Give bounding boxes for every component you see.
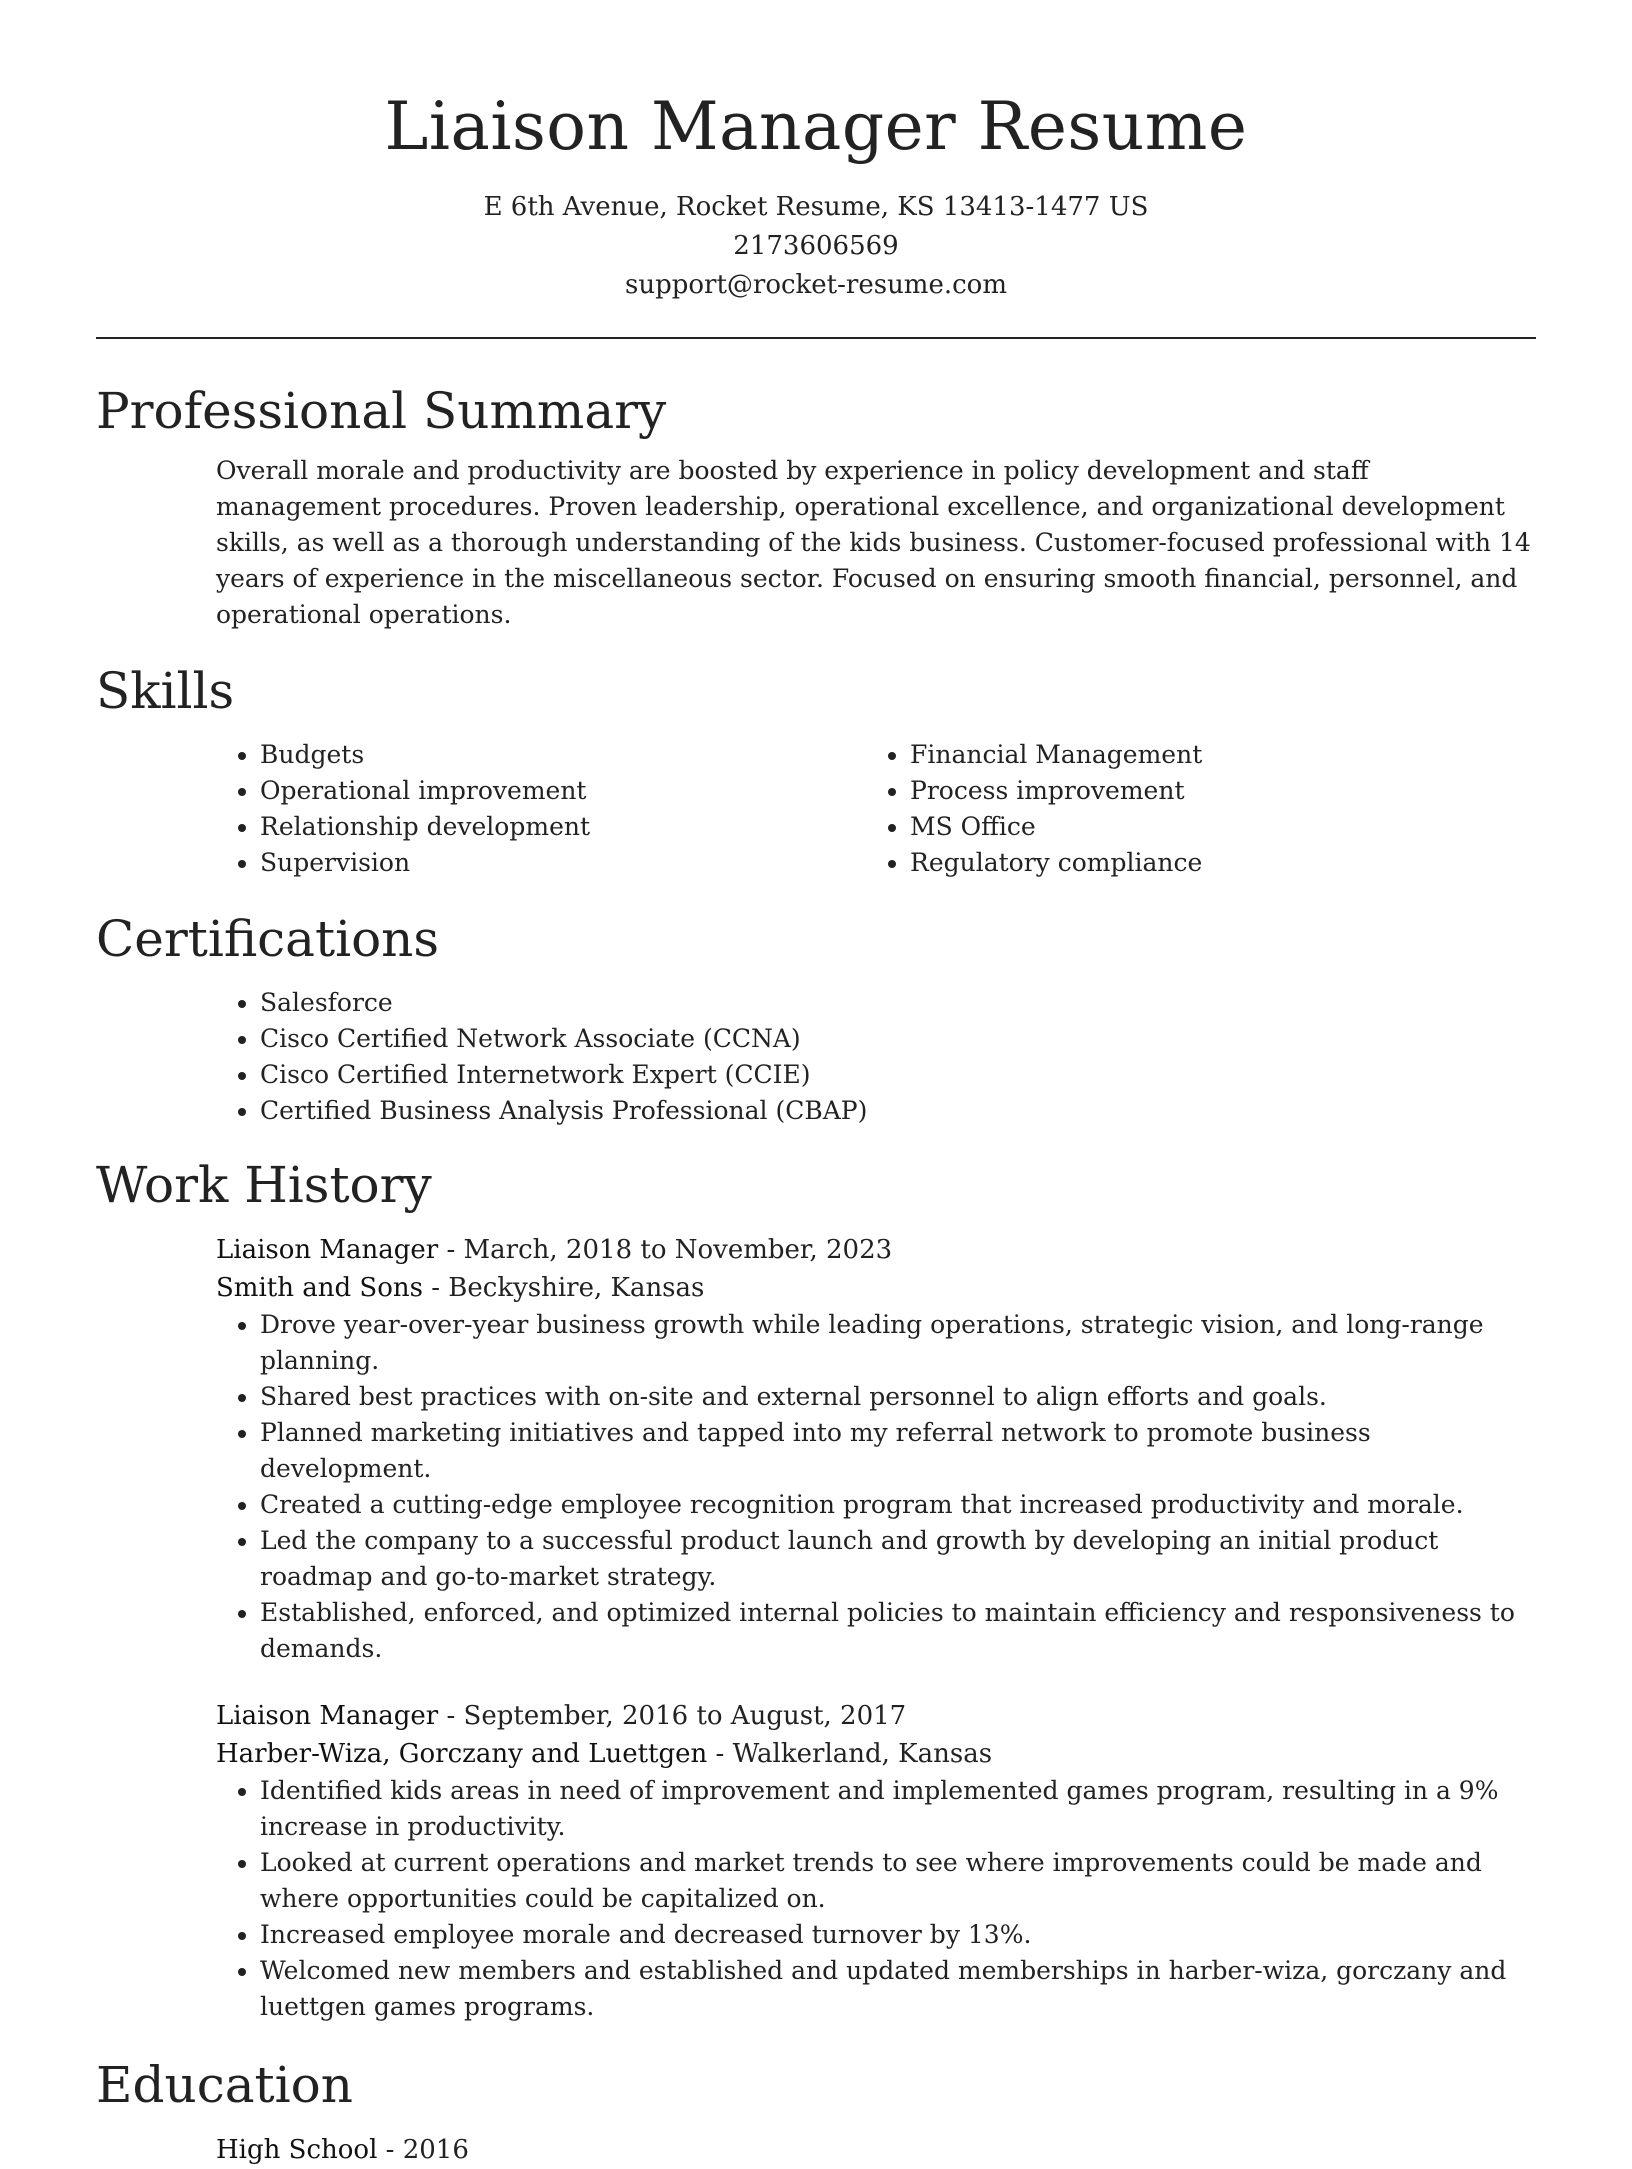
resume-page bbox=[96, 0, 1536, 2169]
resume-header bbox=[96, 0, 1536, 305]
skill-item: • Budgets bbox=[260, 737, 866, 773]
job-bullet: • Increased employee morale and decreased turnover by 13%. bbox=[260, 1917, 1536, 1953]
job-title-line bbox=[216, 1231, 1536, 1269]
email: support@rocket-resume.com bbox=[624, 270, 1007, 300]
section-heading: Professional Summary bbox=[96, 382, 667, 440]
section-heading: Education bbox=[96, 2056, 353, 2114]
education-year: - 2016 bbox=[377, 2135, 469, 2165]
job-title-line bbox=[216, 1697, 1536, 1735]
section-work-history bbox=[96, 1153, 1536, 2025]
job-bullets bbox=[216, 1307, 1536, 1667]
skills-grid bbox=[216, 737, 1536, 881]
section-education bbox=[96, 2053, 1536, 2169]
skills-column-left bbox=[216, 737, 866, 881]
section-heading: Skills bbox=[96, 662, 235, 720]
job-entry bbox=[216, 1231, 1536, 1667]
education-line bbox=[216, 2131, 1536, 2169]
resume-title: Liaison Manager Resume bbox=[384, 88, 1248, 165]
certifications-list bbox=[216, 985, 1536, 1129]
section-heading: Certifications bbox=[96, 910, 440, 968]
skill-item: • MS Office bbox=[910, 809, 1516, 845]
job-bullet: • Planned marketing initiatives and tapped into my referral network to promote business development. bbox=[260, 1415, 1536, 1487]
contact-block bbox=[96, 188, 1536, 305]
education-degree: High School bbox=[216, 2135, 378, 2165]
certification-item: • Cisco Certified Network Associate (CCNA) bbox=[260, 1021, 1536, 1057]
education-entry bbox=[216, 2131, 1536, 2169]
job-bullet: • Identified kids areas in need of improvement and implemented games program, resulting in a 9% increase in productivity. bbox=[260, 1773, 1536, 1845]
certification-item: • Salesforce bbox=[260, 985, 1536, 1021]
job-bullet: • Looked at current operations and market trends to see where improvements could be made and where opportunities could be capitalized on. bbox=[260, 1845, 1536, 1917]
section-skills bbox=[96, 659, 1536, 881]
skill-item: • Operational improvement bbox=[260, 773, 866, 809]
certification-item: • Cisco Certified Internetwork Expert (CCIE) bbox=[260, 1057, 1536, 1093]
section-heading: Work History bbox=[96, 1156, 432, 1214]
job-bullets bbox=[216, 1773, 1536, 2025]
job-role: Liaison Manager bbox=[216, 1235, 439, 1265]
skill-item: • Regulatory compliance bbox=[910, 845, 1516, 881]
job-dates: - September, 2016 to August, 2017 bbox=[438, 1701, 907, 1731]
job-company-line bbox=[216, 1269, 1536, 1307]
address: E 6th Avenue, Rocket Resume, KS 13413-1477 US bbox=[483, 192, 1149, 222]
job-role: Liaison Manager bbox=[216, 1701, 439, 1731]
phone: 2173606569 bbox=[733, 231, 899, 261]
job-location: - Beckyshire, Kansas bbox=[422, 1273, 705, 1303]
job-bullet: • Established, enforced, and optimized internal policies to maintain efficiency and responsiveness to demands. bbox=[260, 1595, 1536, 1667]
job-company-line bbox=[216, 1735, 1536, 1773]
section-certifications bbox=[96, 907, 1536, 1129]
header-divider bbox=[96, 337, 1536, 339]
skill-item: • Supervision bbox=[260, 845, 866, 881]
job-bullet: • Welcomed new members and established and updated memberships in harber-wiza, gorczany and luettgen games programs. bbox=[260, 1953, 1536, 2025]
skill-item: • Financial Management bbox=[910, 737, 1516, 773]
skill-item: • Relationship development bbox=[260, 809, 866, 845]
section-professional-summary bbox=[96, 379, 1536, 633]
job-bullet: • Created a cutting-edge employee recognition program that increased productivity and morale. bbox=[260, 1487, 1536, 1523]
skill-item: • Process improvement bbox=[910, 773, 1516, 809]
job-dates: - March, 2018 to November, 2023 bbox=[438, 1235, 893, 1265]
skills-column-right bbox=[866, 737, 1516, 881]
job-entry bbox=[216, 1697, 1536, 2025]
job-bullet: • Led the company to a successful product launch and growth by developing an initial product roadmap and go-to-market strategy. bbox=[260, 1523, 1536, 1595]
job-bullet: • Drove year-over-year business growth while leading operations, strategic vision, and long-range planning. bbox=[260, 1307, 1536, 1379]
job-company: Smith and Sons bbox=[216, 1273, 423, 1303]
job-location: - Walkerland, Kansas bbox=[707, 1739, 993, 1769]
summary-text: Overall morale and productivity are boosted by experience in policy development and staff management procedures. Proven leadership, operational excellence, and organizational development skills, as well as a thorough understanding of the kids business. Customer-focused professional with 14 years of experience in the miscellaneous sector. Focused on ensuring smooth financial, personnel, and operational operations. bbox=[216, 456, 1531, 629]
job-bullet: • Shared best practices with on-site and external personnel to align efforts and goals. bbox=[260, 1379, 1536, 1415]
job-company: Harber-Wiza, Gorczany and Luettgen bbox=[216, 1739, 708, 1769]
certification-item: • Certified Business Analysis Professional (CBAP) bbox=[260, 1093, 1536, 1129]
